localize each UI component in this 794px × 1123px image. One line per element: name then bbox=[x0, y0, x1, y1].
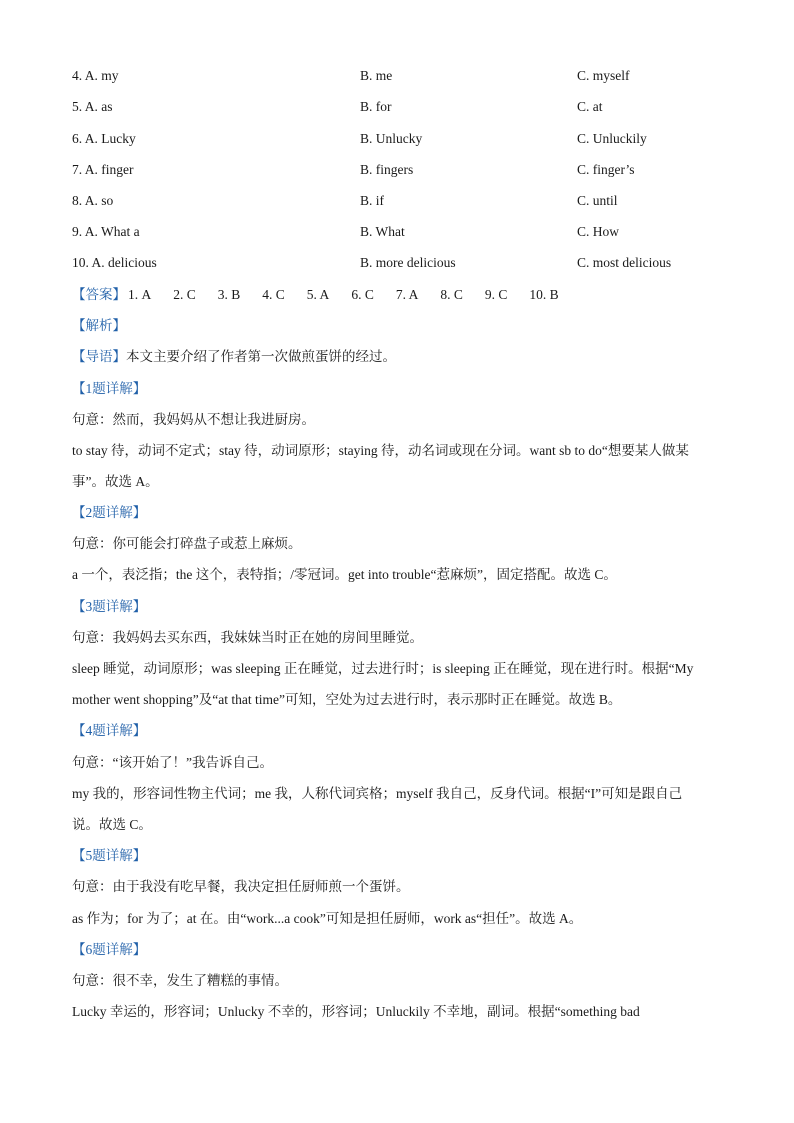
option-a: 6. A. Lucky bbox=[72, 131, 136, 146]
answer-item: 7. A bbox=[395, 287, 419, 302]
detail-line: 句意：我妈妈去买东西，我妹妹当时正在她的房间里睡觉。 bbox=[72, 630, 423, 645]
guide-line bbox=[72, 348, 396, 366]
analysis-label: 【解析】 bbox=[72, 318, 126, 333]
answer-item: 9. C bbox=[484, 287, 508, 302]
option-c: C. myself bbox=[577, 68, 630, 83]
option-row-5 bbox=[72, 98, 603, 116]
option-row-10 bbox=[72, 254, 672, 272]
option-c: C. at bbox=[577, 99, 603, 114]
detail-line: my 我的，形容词性物主代词；me 我，人称代词宾格；myself 我自己，反身代词。根据“I”可知是跟自己 bbox=[72, 786, 683, 801]
option-a: 8. A. so bbox=[72, 193, 114, 208]
detail-line: mother went shopping”及“at that time”可知，空处为过去进行时，表示那时正在睡觉。故选 B。 bbox=[72, 692, 622, 707]
detail-heading: 【1题详解】 bbox=[72, 381, 147, 396]
option-a: 9. A. What a bbox=[72, 224, 140, 239]
answer-item: 8. C bbox=[440, 287, 463, 302]
option-a: 4. A. my bbox=[72, 68, 119, 83]
detail-line: as 作为；for 为了；at 在。由“work...a cook”可知是担任厨师，work as“担任”。故选 A。 bbox=[72, 911, 583, 926]
option-a: 10. A. delicious bbox=[72, 255, 157, 270]
option-b: B. What bbox=[360, 224, 405, 239]
detail-line: 事”。故选 A。 bbox=[72, 474, 159, 489]
guide-text: 本文主要介绍了作者第一次做煎蛋饼的经过。 bbox=[126, 349, 396, 364]
detail-heading: 【3题详解】 bbox=[72, 599, 147, 614]
answer-item: 2. C bbox=[173, 287, 196, 302]
option-b: B. fingers bbox=[360, 162, 414, 177]
detail-line: Lucky 幸运的，形容词；Unlucky 不幸的，形容词；Unluckily 不幸地，副词。根据“something bad bbox=[72, 1004, 640, 1019]
option-b: B. Unlucky bbox=[360, 131, 423, 146]
answer-key bbox=[72, 286, 581, 304]
answer-item: 10. B bbox=[529, 287, 559, 302]
detail-line: a 一个，表泛指；the 这个，表特指；/零冠词。get into trouble“惹麻烦”，固定搭配。故选 C。 bbox=[72, 567, 617, 582]
option-c: C. until bbox=[577, 193, 618, 208]
option-row-9 bbox=[72, 223, 620, 241]
option-b: B. me bbox=[360, 68, 393, 83]
answer-item: 6. C bbox=[351, 287, 374, 302]
detail-heading: 【6题详解】 bbox=[72, 942, 147, 957]
option-a: 7. A. finger bbox=[72, 162, 134, 177]
detail-line: 句意：你可能会打碎盘子或惹上麻烦。 bbox=[72, 536, 302, 551]
detail-line: 句意：然而，我妈妈从不想让我进厨房。 bbox=[72, 412, 315, 427]
detail-line: to stay 待，动词不定式；stay 待，动词原形；staying 待，动名词或现在分词。want sb to do“想要某人做某 bbox=[72, 443, 689, 458]
detail-heading: 【5题详解】 bbox=[72, 848, 147, 863]
option-c: C. Unluckily bbox=[577, 131, 647, 146]
option-c: C. finger’s bbox=[577, 162, 635, 177]
option-a: 5. A. as bbox=[72, 99, 113, 114]
detail-line: 句意：由于我没有吃早餐，我决定担任厨师煎一个蛋饼。 bbox=[72, 879, 410, 894]
detail-heading: 【2题详解】 bbox=[72, 505, 147, 520]
answer-item: 1. A bbox=[128, 287, 152, 302]
detail-line: 句意：很不幸，发生了糟糕的事情。 bbox=[72, 973, 288, 988]
option-row-8 bbox=[72, 192, 618, 210]
option-c: C. most delicious bbox=[577, 255, 672, 270]
answer-item: 3. B bbox=[217, 287, 241, 302]
answer-item: 4. C bbox=[262, 287, 285, 302]
option-row-6 bbox=[72, 130, 647, 148]
answer-label: 【答案】 bbox=[72, 287, 126, 302]
detail-line: 句意：“该开始了！”我告诉自己。 bbox=[72, 755, 273, 770]
option-c: C. How bbox=[577, 224, 620, 239]
answer-item: 5. A bbox=[306, 287, 330, 302]
detail-line: 说。故选 C。 bbox=[72, 817, 152, 832]
option-b: B. if bbox=[360, 193, 385, 208]
option-b: B. more delicious bbox=[360, 255, 456, 270]
option-row-7 bbox=[72, 161, 635, 179]
detail-heading: 【4题详解】 bbox=[72, 723, 147, 738]
option-row-4 bbox=[72, 67, 630, 85]
guide-label: 【导语】 bbox=[72, 349, 126, 364]
detail-line: sleep 睡觉，动词原形；was sleeping 正在睡觉，过去进行时；is sleeping 正在睡觉，现在进行时。根据“My bbox=[72, 661, 694, 676]
option-b: B. for bbox=[360, 99, 392, 114]
